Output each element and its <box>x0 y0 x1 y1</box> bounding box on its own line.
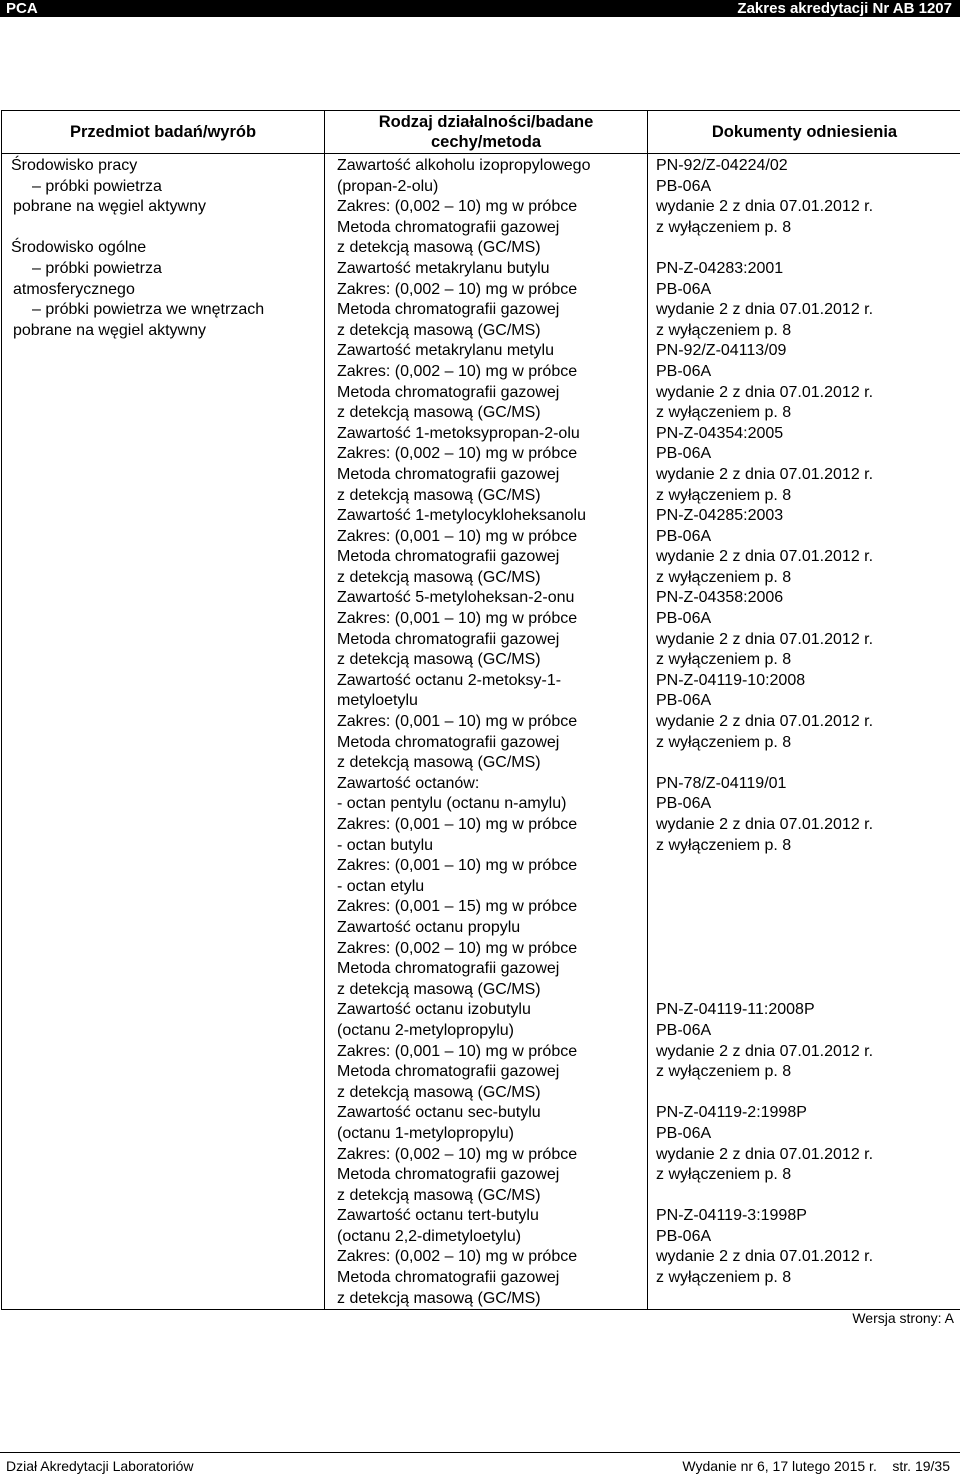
method-line: Zakres: (0,001 – 10) mg w próbce <box>337 610 578 628</box>
method-entry <box>337 424 647 506</box>
method-line: Zakres: (0,002 – 10) mg w próbce <box>337 280 578 298</box>
method-line: Zawartość alkoholu izopropylowego <box>337 157 591 174</box>
method-line: z detekcją masową (GC/MS) <box>337 754 541 772</box>
header-title: Zakres akredytacji Nr AB 1207 <box>737 0 952 17</box>
page-version: Wersja strony: A <box>852 1310 954 1326</box>
method-line: (octanu 2-metylopropylu) <box>337 1021 514 1039</box>
doc-spacer <box>656 1186 960 1207</box>
doc-line: wydanie 2 z dnia 07.01.2012 r. <box>656 1248 874 1266</box>
doc-line: PN-92/Z-04113/09 <box>656 342 787 360</box>
method-line: z detekcją masową (GC/MS) <box>337 651 541 669</box>
doc-line: PB-06A <box>656 280 712 298</box>
method-line: z detekcją masową (GC/MS) <box>337 486 541 504</box>
col-header-subject: Przedmiot badań/wyrób <box>2 111 325 154</box>
doc-line: PN-Z-04119-10:2008 <box>656 671 806 689</box>
doc-line: PB-06A <box>656 1227 712 1245</box>
method-line: Metoda chromatografii gazowej <box>337 1063 560 1081</box>
method-line: Metoda chromatografii gazowej <box>337 301 560 319</box>
doc-line: z wyłączeniem p. 8 <box>656 1269 792 1287</box>
method-line: z detekcją masową (GC/MS) <box>337 239 541 257</box>
method-line: Zawartość 1-metylocykloheksanolu <box>337 507 586 525</box>
doc-spacer <box>656 918 960 939</box>
method-entry <box>337 1206 647 1309</box>
header-org: PCA <box>6 0 38 17</box>
method-line: - octan butylu <box>337 836 434 854</box>
footer-divider <box>0 1452 960 1453</box>
method-line: Zakres: (0,001 – 10) mg w próbce <box>337 713 578 731</box>
method-line: Zawartość octanu 2-metoksy-1- <box>337 671 562 689</box>
doc-line: wydanie 2 z dnia 07.01.2012 r. <box>656 383 874 401</box>
doc-spacer <box>656 753 960 774</box>
subject-line: pobrane na węgiel aktywny <box>13 321 207 339</box>
subject-line: Środowisko ogólne <box>11 239 147 257</box>
doc-line: PN-Z-04285:2003 <box>656 507 784 525</box>
method-line: - octan pentylu (octanu n-amylu) <box>337 795 567 813</box>
doc-spacer <box>656 877 960 898</box>
method-line: Metoda chromatografii gazowej <box>337 630 560 648</box>
method-line: Zawartość octanu sec-butylu <box>337 1104 541 1122</box>
doc-entry <box>656 259 960 341</box>
doc-line: PN-Z-04119-2:1998P <box>656 1104 807 1122</box>
method-line: Zawartość metakrylanu metylu <box>337 342 554 360</box>
method-line: Zawartość octanu izobutylu <box>337 1001 531 1019</box>
doc-entry <box>656 341 960 423</box>
doc-line: wydanie 2 z dnia 07.01.2012 r. <box>656 548 874 566</box>
doc-entry <box>656 1000 960 1103</box>
method-line: z detekcją masową (GC/MS) <box>337 404 541 422</box>
method-line: metyloetylu <box>337 692 418 710</box>
subject-line: – próbki powietrza we wnętrzach <box>32 301 265 319</box>
method-entry <box>337 588 647 670</box>
doc-entry <box>656 671 960 774</box>
doc-spacer <box>656 959 960 980</box>
doc-spacer <box>656 1083 960 1104</box>
doc-spacer <box>656 856 960 877</box>
method-line: Zakres: (0,002 – 10) mg w próbce <box>337 1145 578 1163</box>
doc-line: z wyłączeniem p. 8 <box>656 321 792 339</box>
methods-cell <box>325 154 648 1310</box>
method-line: Metoda chromatografii gazowej <box>337 548 560 566</box>
doc-line: PB-06A <box>656 692 712 710</box>
doc-line: PN-92/Z-04224/02 <box>656 157 788 174</box>
method-line: z detekcją masową (GC/MS) <box>337 321 541 339</box>
subject-line: Środowisko pracy <box>11 157 138 174</box>
doc-line: PN-Z-04119-11:2008P <box>656 1001 815 1019</box>
doc-line: PB-06A <box>656 610 712 628</box>
doc-line: wydanie 2 z dnia 07.01.2012 r. <box>656 630 874 648</box>
method-line: Metoda chromatografii gazowej <box>337 960 560 978</box>
method-entry <box>337 774 647 1001</box>
doc-entry <box>656 1103 960 1206</box>
method-line: z detekcją masową (GC/MS) <box>337 980 541 998</box>
doc-line: wydanie 2 z dnia 07.01.2012 r. <box>656 1042 874 1060</box>
subject-line: – próbki powietrza <box>32 259 162 277</box>
method-line: Zakres: (0,001 – 10) mg w próbce <box>337 816 578 833</box>
doc-spacer <box>656 980 960 1001</box>
doc-spacer <box>656 1289 960 1310</box>
doc-line: z wyłączeniem p. 8 <box>656 651 792 669</box>
doc-entry <box>656 156 960 259</box>
method-line: Metoda chromatografii gazowej <box>337 1269 560 1287</box>
doc-line: PN-Z-04119-3:1998P <box>656 1207 807 1225</box>
subject-line: atmosferycznego <box>13 280 135 298</box>
method-line: Zakres: (0,002 – 10) mg w próbce <box>337 1248 578 1266</box>
doc-entry <box>656 424 960 506</box>
doc-line: PB-06A <box>656 362 712 380</box>
method-line: Zakres: (0,001 – 10) mg w próbce <box>337 527 578 545</box>
col-header-method: Rodzaj działalności/badane cechy/metoda <box>325 111 648 154</box>
method-line: Zakres: (0,002 – 10) mg w próbce <box>337 939 578 957</box>
doc-line: z wyłączeniem p. 8 <box>656 568 792 586</box>
doc-line: wydanie 2 z dnia 07.01.2012 r. <box>656 465 874 483</box>
doc-line: z wyłączeniem p. 8 <box>656 1166 792 1184</box>
doc-line: PB-06A <box>656 177 712 195</box>
page-header <box>0 0 960 17</box>
subject-line: pobrane na węgiel aktywny <box>13 198 207 216</box>
doc-spacer <box>656 238 960 259</box>
doc-entry <box>656 774 960 1001</box>
method-entry <box>337 259 647 341</box>
method-line: z detekcją masową (GC/MS) <box>337 568 541 586</box>
method-entry <box>337 156 647 259</box>
doc-line: z wyłączeniem p. 8 <box>656 404 792 422</box>
doc-entry <box>656 1206 960 1309</box>
doc-line: z wyłączeniem p. 8 <box>656 218 792 236</box>
method-entry <box>337 341 647 423</box>
method-line: Zakres: (0,001 – 15) mg w próbce <box>337 898 578 916</box>
doc-spacer <box>656 897 960 918</box>
doc-line: z wyłączeniem p. 8 <box>656 486 792 504</box>
doc-line: PN-Z-04354:2005 <box>656 424 784 442</box>
method-line: Zakres: (0,001 – 10) mg w próbce <box>337 1042 578 1060</box>
method-line: Metoda chromatografii gazowej <box>337 733 560 751</box>
docs-cell <box>648 154 960 1310</box>
method-line: (octanu 1-metylopropylu) <box>337 1124 514 1142</box>
doc-line: wydanie 2 z dnia 07.01.2012 r. <box>656 713 874 731</box>
method-entry <box>337 506 647 588</box>
method-line: Zawartość 1-metoksypropan-2-olu <box>337 424 580 442</box>
method-line: Metoda chromatografii gazowej <box>337 1166 560 1184</box>
doc-line: wydanie 2 z dnia 07.01.2012 r. <box>656 816 874 833</box>
method-entry <box>337 671 647 774</box>
doc-line: PN-Z-04283:2001 <box>656 259 784 277</box>
method-line: Zawartość 5-metyloheksan-2-onu <box>337 589 575 607</box>
doc-line: PN-Z-04358:2006 <box>656 589 784 607</box>
doc-entry <box>656 588 960 670</box>
method-line: Zakres: (0,001 – 10) mg w próbce <box>337 857 578 875</box>
method-line: Zakres: (0,002 – 10) mg w próbce <box>337 362 578 380</box>
method-line: Zawartość metakrylanu butylu <box>337 259 550 277</box>
method-line: Zawartość octanu tert-butylu <box>337 1207 539 1225</box>
method-line: Zawartość octanów: <box>337 774 480 792</box>
doc-entry <box>656 506 960 588</box>
footer-edition: Wydanie nr 6, 17 lutego 2015 r. str. 19/35 <box>682 1458 950 1474</box>
method-line: z detekcją masową (GC/MS) <box>337 1289 541 1307</box>
method-line: - octan etylu <box>337 877 425 895</box>
doc-line: wydanie 2 z dnia 07.01.2012 r. <box>656 198 874 216</box>
method-line: (octanu 2,2-dimetyloetylu) <box>337 1227 522 1245</box>
method-line: Metoda chromatografii gazowej <box>337 465 560 483</box>
doc-line: z wyłączeniem p. 8 <box>656 733 792 751</box>
method-line: z detekcją masową (GC/MS) <box>337 1186 541 1204</box>
doc-line: z wyłączeniem p. 8 <box>656 1063 792 1081</box>
method-line: Metoda chromatografii gazowej <box>337 383 560 401</box>
method-line: Zakres: (0,002 – 10) mg w próbce <box>337 198 578 216</box>
subject-cell <box>2 154 325 1310</box>
doc-line: PB-06A <box>656 1021 712 1039</box>
method-line: Metoda chromatografii gazowej <box>337 218 560 236</box>
doc-line: wydanie 2 z dnia 07.01.2012 r. <box>656 1145 874 1163</box>
doc-line: PB-06A <box>656 527 712 545</box>
doc-spacer <box>656 939 960 960</box>
method-entry <box>337 1103 647 1206</box>
scope-table <box>1 110 960 1310</box>
footer-department: Dział Akredytacji Laboratoriów <box>6 1458 194 1474</box>
method-line: (propan-2-olu) <box>337 177 439 195</box>
subject-line: – próbki powietrza <box>32 177 162 195</box>
method-line: z detekcją masową (GC/MS) <box>337 1083 541 1101</box>
doc-line: PB-06A <box>656 445 712 463</box>
doc-line: PN-78/Z-04119/01 <box>656 774 787 792</box>
doc-line: wydanie 2 z dnia 07.01.2012 r. <box>656 301 874 319</box>
method-line: Zakres: (0,002 – 10) mg w próbce <box>337 445 578 463</box>
method-line: Zawartość octanu propylu <box>337 918 521 936</box>
doc-line: PB-06A <box>656 795 712 813</box>
col-header-docs: Dokumenty odniesienia <box>648 111 960 154</box>
method-entry <box>337 1000 647 1103</box>
doc-line: PB-06A <box>656 1124 712 1142</box>
doc-line: z wyłączeniem p. 8 <box>656 836 792 854</box>
